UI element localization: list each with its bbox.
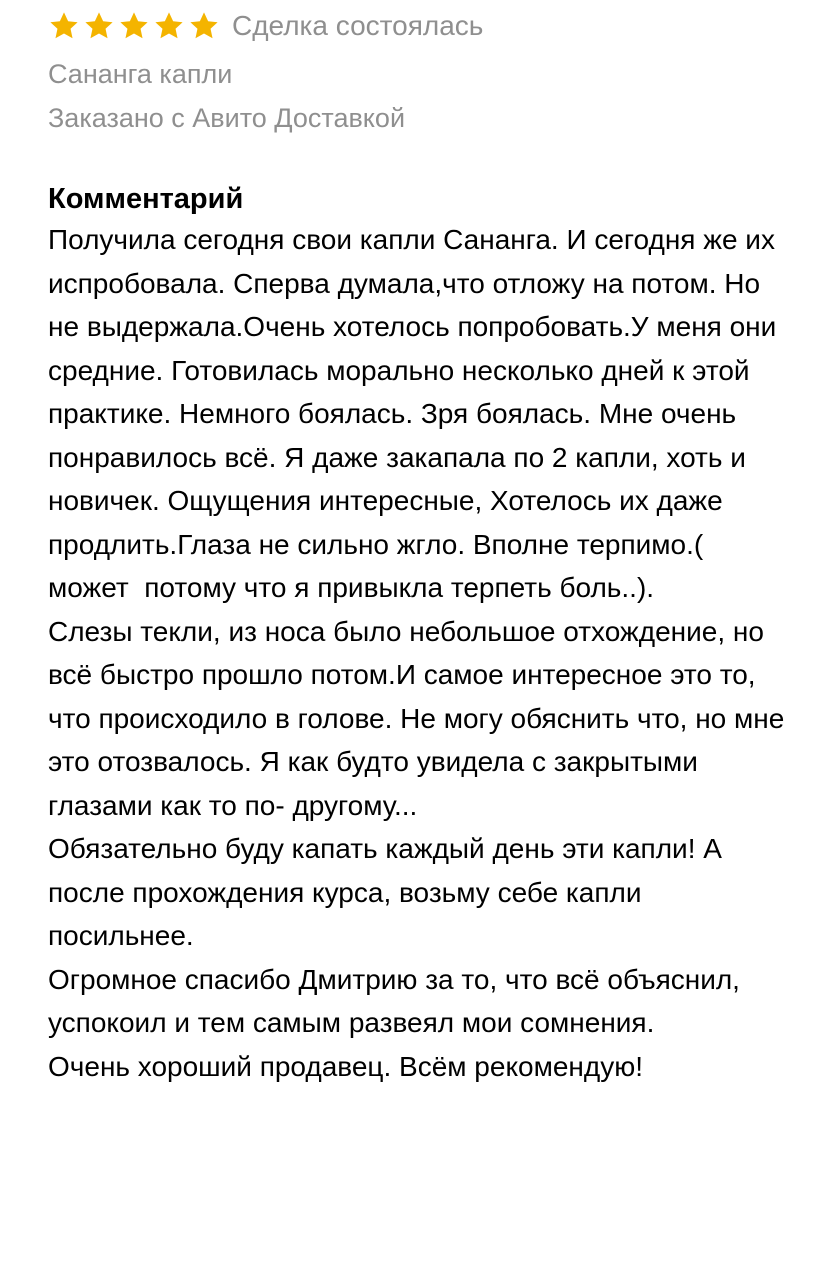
star-icon: [83, 10, 115, 42]
comment-paragraph: Очень хороший продавец. Всём рекомендую!: [48, 1050, 643, 1082]
comment-paragraph: Получила сегодня свои капли Сананга. И сегодня же их испробовала. Сперва думала,что отложу на потом. Но не выдержала.Очень хотелось попробовать.У меня они средние. Готовилась морально несколько дней к этой практике. Немного боялась. Зря боялась. Мне очень понравилось всё. Я даже закапала по 2 капли, хоть и новичек. Ощущения интересные, Хотелось их даже продлить.Глаза не сильно жгло. Вполне терпимо.( может потому что я привыкла терпеть боль..).: [48, 224, 785, 603]
rating-row: [48, 0, 788, 52]
star-icon: [48, 10, 80, 42]
comment-paragraph: Огромное спасибо Дмитрию за то, что всё объяснил, успокоил и тем самым развеял мои сомнения.: [48, 963, 748, 1038]
star-icon: [188, 10, 220, 42]
comment-paragraph: Слезы текли, из носа было небольшое отхождение, но всё быстро прошло потом.И самое интересное это то, что происходило в голове. Не могу обяснить что, но мне это отозвалось. Я как будто увидела с закрытыми глазами как то по- другому...: [48, 615, 793, 821]
comment-paragraph: Обязательно буду капать каждый день эти капли! А после прохождения курса, возьму себе капли посильнее.: [48, 833, 730, 951]
star-icon: [153, 10, 185, 42]
comment-body: [48, 218, 793, 1088]
deal-status: Сделка состоялась: [232, 10, 484, 41]
delivery-note: Заказано с Авито Доставкой: [48, 103, 406, 133]
item-title: Сананга капли: [48, 59, 233, 89]
star-icon: [118, 10, 150, 42]
star-rating: [48, 10, 220, 42]
review-card: [48, 0, 793, 1088]
comment-heading: Комментарий: [48, 183, 244, 215]
